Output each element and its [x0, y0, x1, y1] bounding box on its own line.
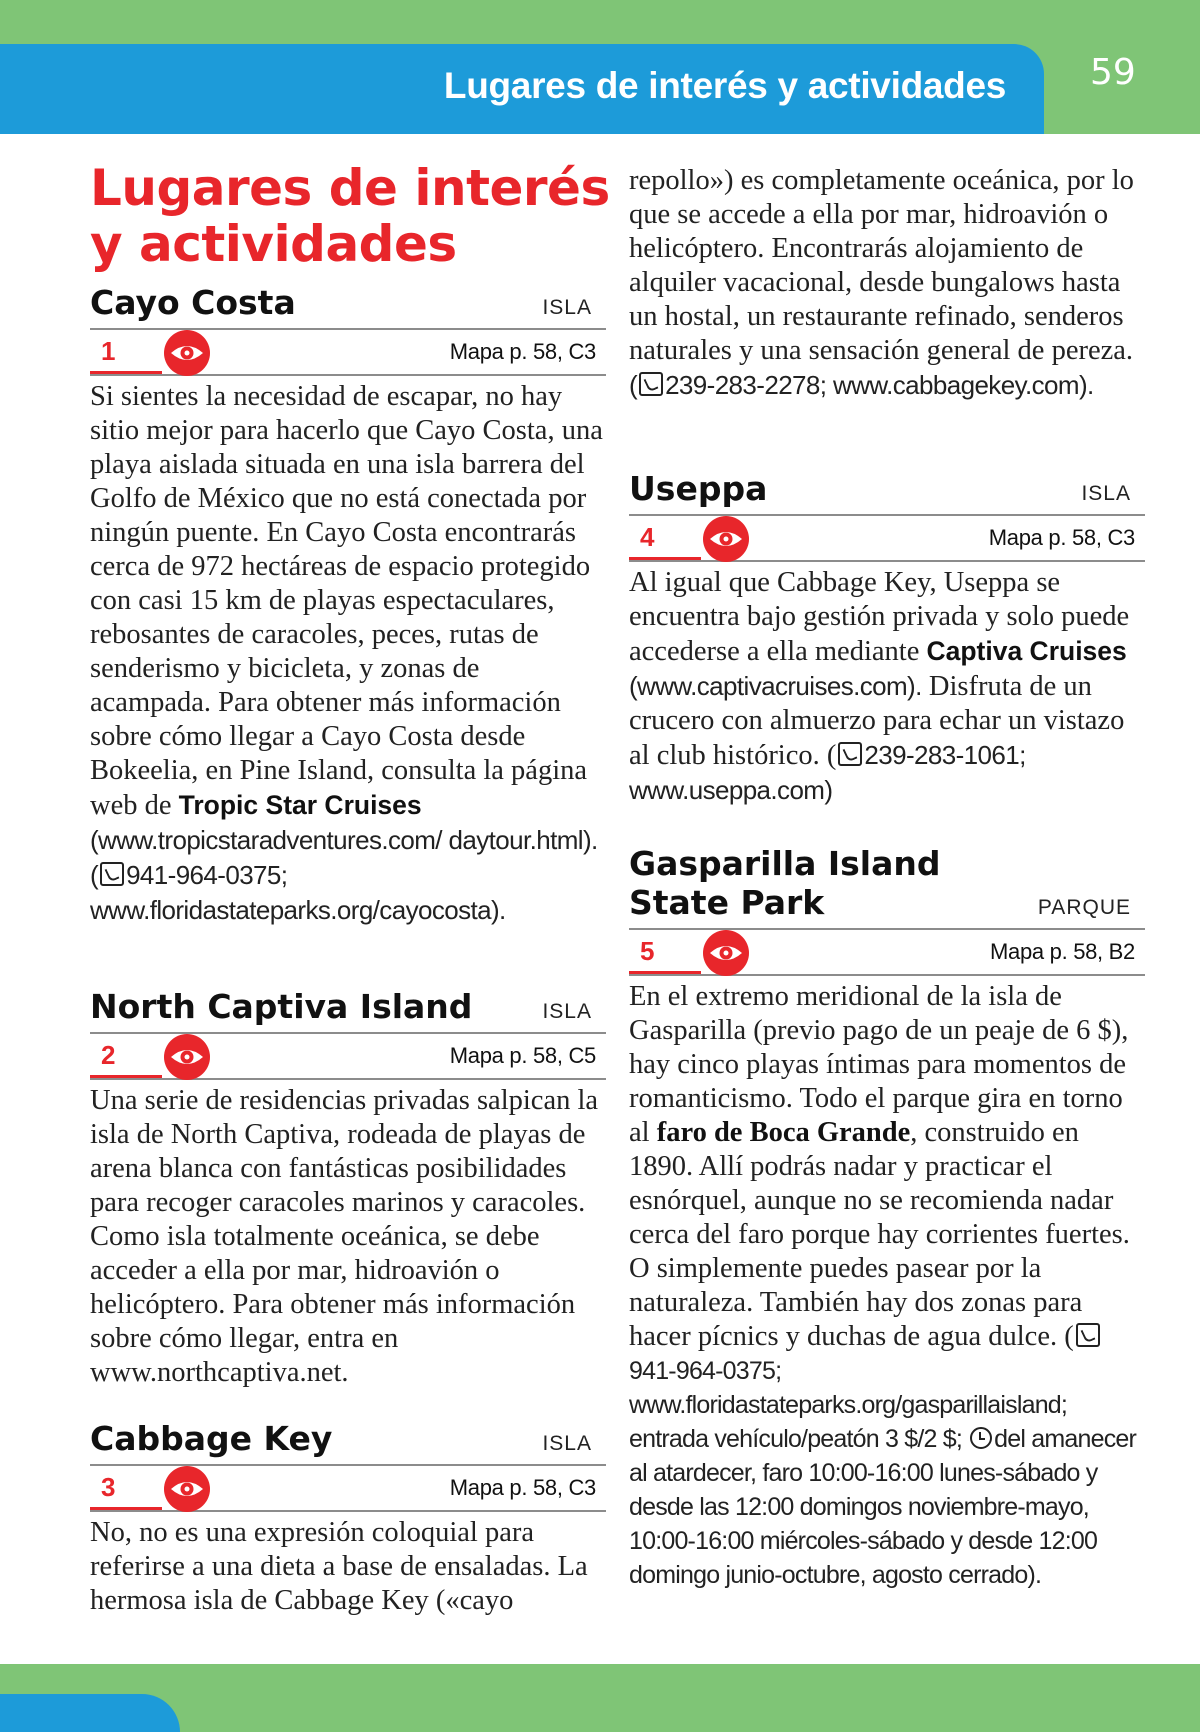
entry-name: [629, 844, 940, 922]
entry-header: [90, 280, 606, 330]
entry-header: [90, 984, 606, 1034]
page-number: 59: [1090, 52, 1136, 93]
entry-name: Cayo Costa: [90, 283, 296, 322]
footer-green-band: [0, 1664, 1200, 1732]
body-text: repollo») es completamente oceánica, por lo que se accede a ella por mar, hidroavión o helicóptero. Encontrarás alojamiento de alquiler vacacional, desde bungalows hasta un hostal, un restaurante refinado, senderos naturales y una sensación general de pereza.: [629, 165, 1134, 366]
entry-body: No, no es una expresión coloquial para referirse a una dieta a base de ensaladas. La hermosa isla de Cabbage Key («cayo: [90, 1517, 588, 1616]
footer-blue-tab: [0, 1694, 180, 1732]
phone-icon: [639, 372, 663, 396]
body-text: Si sientes la necesidad de escapar, no hay sitio mejor para hacerlo que Cayo Costa, una playa aislada situada en una isla barrera del Golfo de México que no está conectada por ningún puente. En Cayo Costa encontrarás cerca de 972 hectáreas de espacio protegido con casi 15 km de playas espectaculares, rebosantes de caracoles, peces, rutas de senderismo y bicicleta, y zonas de acampada. Para obtener más información sobre cómo llegar a Cayo Costa desde Bokeelia, en Pine Island, consulta la página web de: [90, 381, 603, 821]
entry-gasparilla-island-state-park: [629, 840, 1145, 1592]
body-link-text: (www.captivacruises.com).: [629, 671, 922, 701]
entry-name-line2: State Park: [629, 883, 825, 922]
phone-icon: [838, 742, 862, 766]
body-text: Al igual que Cabbage Key, Useppa se encuentra bajo gestión privada y solo puede accederse a ella mediante: [629, 567, 1130, 667]
phone-icon: [100, 862, 124, 886]
entry-body-continued: [629, 164, 1145, 403]
map-reference: Mapa p. 58, C3: [988, 525, 1135, 550]
map-reference: Mapa p. 58, C5: [449, 1043, 596, 1068]
entry-type: ISLA: [542, 1432, 592, 1455]
entry-meta: [90, 330, 606, 376]
entry-type: ISLA: [1081, 482, 1131, 505]
section-title-line1: Lugares de interés: [90, 159, 610, 217]
entry-north-captiva-island: [90, 984, 606, 1390]
entry-useppa: [629, 466, 1145, 808]
phone-icon: [1076, 1323, 1100, 1347]
entry-number: 3: [101, 1472, 116, 1502]
contact-info: 941-964-0375; www.floridastateparks.org/gasparillaisland; entrada vehículo/peatón 3 $/2 $;: [629, 1357, 1068, 1453]
body-link-text: (www.tropicstaradventures.com/ daytour.html). (: [90, 825, 598, 890]
entry-cayo-costa: [90, 280, 606, 928]
entry-body: [629, 562, 1145, 808]
entry-body: Una serie de residencias privadas salpican la isla de North Captiva, rodeada de playas de arena blanca con fantásticas posibilidades para recoger caracoles marinos y caracoles. Como isla totalmente oceánica, se debe acceder a ella por mar, hidroavión o helicóptero. Para obtener más información sobre cómo llegar, entra en www.northcaptiva.net.: [90, 1085, 599, 1388]
entry-body: [90, 376, 606, 928]
section-title-line2: y actividades: [90, 215, 457, 273]
entry-meta: [629, 930, 1145, 976]
eye-icon: [162, 1032, 212, 1082]
entry-name-line1: Gasparilla Island: [629, 844, 941, 883]
contact-info: 239-283-1061; www.useppa.com): [629, 740, 1026, 805]
eye-icon: [701, 514, 751, 564]
map-reference: Mapa p. 58, C3: [449, 339, 596, 364]
entry-type: ISLA: [542, 1000, 592, 1023]
entry-header: [90, 1416, 606, 1466]
entry-type: ISLA: [542, 296, 592, 319]
entry-number: 5: [640, 936, 655, 966]
entry-number: 4: [640, 522, 655, 552]
entry-meta: [90, 1466, 606, 1512]
entry-name: Useppa: [629, 469, 768, 508]
opening-hours: del amanecer al atardecer, faro 10:00-16:00 lunes-sábado y desde las 12:00 domingos noviembre-mayo, 10:00-16:00 miércoles-sábado y desde 12:00 domingo junio-octubre, agosto cerrado).: [629, 1425, 1137, 1589]
contact-info: 941-964-0375; www.floridastateparks.org/cayocosta).: [90, 860, 506, 925]
operator-name: Tropic Star Cruises: [178, 790, 422, 820]
section-title: [90, 160, 610, 272]
entry-meta: [90, 1034, 606, 1080]
entry-name: North Captiva Island: [90, 987, 473, 1026]
running-header-title: Lugares de interés y actividades: [443, 65, 1006, 106]
body-text-2: , construido en 1890. Allí podrás nadar y practicar el esnórquel, aunque no se recomienda nadar cerca del faro porque hay corrientes fuertes. O simplemente puedes pasear por la naturaleza. También hay dos zonas para hacer pícnics y duchas de agua dulce. (: [629, 1117, 1130, 1352]
body-text-2: Disfruta de un crucero con almuerzo para echar un vistazo al club histórico. (: [629, 671, 1125, 771]
eye-icon: [701, 928, 751, 978]
map-reference: Mapa p. 58, B2: [989, 939, 1135, 964]
landmark-name: faro de Boca Grande: [656, 1117, 911, 1148]
operator-name: Captiva Cruises: [926, 636, 1127, 666]
entry-number: 1: [101, 336, 116, 366]
eye-icon: [162, 1464, 212, 1514]
entry-type: PARQUE: [1037, 896, 1131, 919]
entry-cabbage-key-continued: [629, 164, 1145, 403]
entry-meta: [629, 516, 1145, 562]
entry-header: [629, 466, 1145, 516]
eye-icon: [162, 328, 212, 378]
entry-cabbage-key: [90, 1416, 606, 1618]
entry-body: [629, 976, 1145, 1592]
entry-number: 2: [101, 1040, 116, 1070]
map-reference: Mapa p. 58, C3: [449, 1475, 596, 1500]
clock-icon: [970, 1427, 992, 1449]
body-text: En el extremo meridional de la isla de Gasparilla (previo pago de un peaje de 6 $), hay cinco playas íntimas para momentos de romanticismo. Todo el parque gira en torno al: [629, 981, 1129, 1148]
entry-name: Cabbage Key: [90, 1419, 333, 1458]
contact-open: (: [629, 370, 638, 400]
entry-header: [629, 840, 1145, 930]
contact-info: 239-283-2278; www.cabbagekey.com).: [665, 370, 1094, 400]
